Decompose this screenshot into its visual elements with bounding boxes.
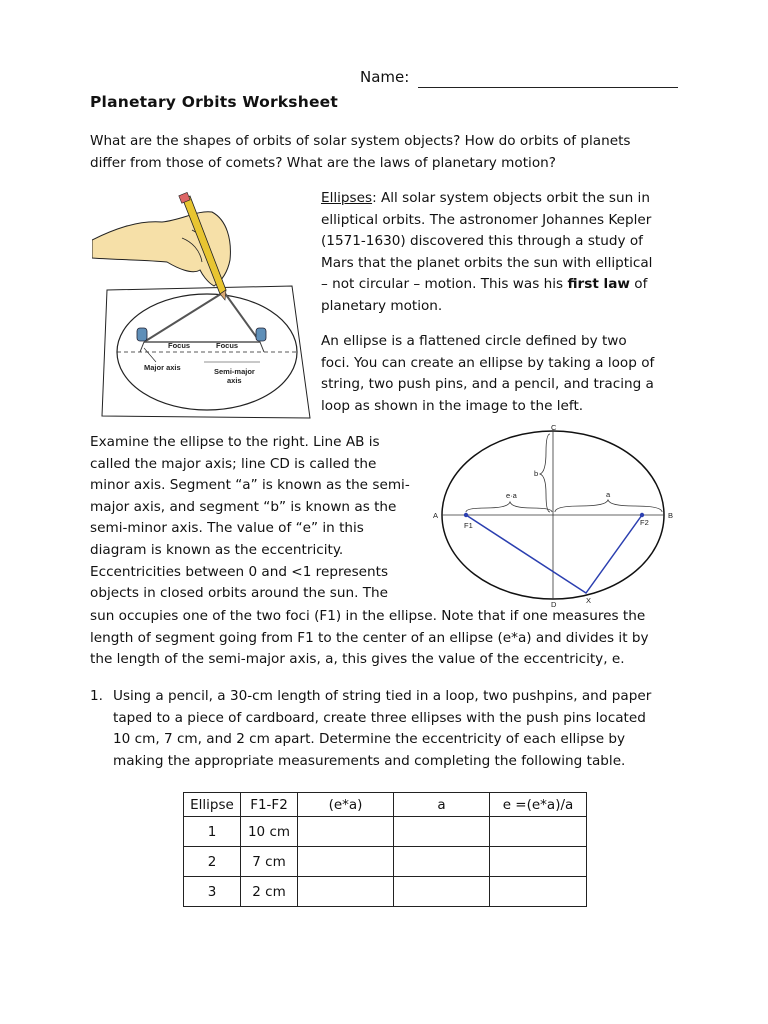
label-b-point: B xyxy=(668,511,674,520)
intro-line: What are the shapes of orbits of solar system objects? How do orbits of planets xyxy=(90,133,631,149)
name-input-line[interactable] xyxy=(418,87,678,88)
definition-line: An ellipse is a flattened circle defined by two xyxy=(321,333,627,349)
major-axis-label: Major axis xyxy=(144,363,181,372)
header-a: a xyxy=(394,793,490,817)
eccentricity-table xyxy=(183,792,587,907)
table-header-row xyxy=(184,793,587,817)
label-a-segment: a xyxy=(606,490,611,499)
focus-f1-point xyxy=(464,513,468,517)
semi-major-label-2: axis xyxy=(227,376,242,385)
a-brace xyxy=(555,500,662,512)
label-f2: F2 xyxy=(640,518,649,527)
cell-a[interactable] xyxy=(394,817,490,847)
definition-line: foci. You can create an ellipse by taking a loop of xyxy=(321,354,655,371)
sun-line: sun occupies one of the two foci (F1) in the ellipse. Note that if one measures the xyxy=(90,608,646,624)
cell-ellipse: 2 xyxy=(184,847,241,877)
ea-brace xyxy=(466,502,552,512)
ellipses-line-1 xyxy=(321,188,686,210)
table-row xyxy=(184,877,587,907)
ellipse-definition-paragraph xyxy=(321,331,686,417)
cell-ellipse: 1 xyxy=(184,817,241,847)
question-number: 1. xyxy=(90,688,103,704)
cell-f1-f2: 2 cm xyxy=(241,877,298,907)
label-x: X xyxy=(586,596,592,605)
question-line: Using a pencil, a 30-cm length of string tied in a loop, two pushpins, and paper xyxy=(113,688,652,704)
cell-e[interactable] xyxy=(490,847,587,877)
ellipses-line: elliptical orbits. The astronomer Johannes Kepler xyxy=(321,211,652,228)
ellipses-text: : All solar system objects orbit the sun in xyxy=(372,190,650,206)
label-a-point: A xyxy=(433,511,439,520)
ellipses-line: planetary motion. xyxy=(321,297,443,314)
cell-ea[interactable] xyxy=(298,817,394,847)
label-b-segment: b xyxy=(534,469,539,478)
header-ea: (e*a) xyxy=(298,793,394,817)
focal-distance-lines xyxy=(466,515,642,593)
label-f1: F1 xyxy=(464,521,473,530)
question-line: taped to a piece of cardboard, create three ellipses with the push pins located xyxy=(113,709,646,726)
sun-line: length of segment going from F1 to the center of an ellipse (e*a) and divides it by xyxy=(90,629,649,646)
intro-paragraph xyxy=(90,131,690,174)
cell-f1-f2: 10 cm xyxy=(241,817,298,847)
name-label: Name: xyxy=(360,68,410,86)
ellipses-text: – not circular – motion. This was his xyxy=(321,276,568,293)
header-e: e =(e*a)/a xyxy=(490,793,587,817)
examine-paragraph xyxy=(90,432,410,605)
examine-line: diagram is known as the eccentricity. xyxy=(90,541,344,558)
focus-f2-point xyxy=(640,513,644,517)
examine-line: Examine the ellipse to the right. Line AB is xyxy=(90,434,380,450)
ellipses-line: Mars that the planet orbits the sun with elliptical xyxy=(321,254,653,271)
cell-ellipse: 3 xyxy=(184,877,241,907)
question-line: 10 cm, 7 cm, and 2 cm apart. Determine the eccentricity of each ellipse by xyxy=(113,731,626,748)
header-f1-f2: F1-F2 xyxy=(241,793,298,817)
labeled-ellipse-diagram xyxy=(428,422,682,610)
cell-ea[interactable] xyxy=(298,877,394,907)
cell-ea[interactable] xyxy=(298,847,394,877)
ellipse-drawing-illustration xyxy=(92,190,314,422)
intro-line: differ from those of comets? What are the laws of planetary motion? xyxy=(90,154,556,171)
focus-right-label: Focus xyxy=(216,341,239,350)
cell-a[interactable] xyxy=(394,847,490,877)
semi-major-label-1: Semi-major xyxy=(214,367,255,376)
examine-line: semi-minor axis. The value of “e” in this xyxy=(90,520,364,537)
first-law-term: first law xyxy=(567,276,630,293)
sun-focus-paragraph xyxy=(90,606,690,671)
question-line: making the appropriate measurements and completing the following table. xyxy=(113,752,626,769)
examine-line: objects in closed orbits around the sun. The xyxy=(90,585,389,602)
ellipses-paragraph xyxy=(321,188,686,318)
examine-line: Eccentricities between 0 and <1 represents xyxy=(90,563,389,580)
cell-a[interactable] xyxy=(394,877,490,907)
label-d: D xyxy=(551,600,557,609)
page-title: Planetary Orbits Worksheet xyxy=(90,93,338,111)
cell-f1-f2: 7 cm xyxy=(241,847,298,877)
examine-line: minor axis. Segment “a” is known as the semi- xyxy=(90,477,410,494)
examine-line: major axis, and segment “b” is known as the xyxy=(90,498,397,515)
label-ea: e·a xyxy=(506,491,517,500)
table-row xyxy=(184,817,587,847)
header-ellipse: Ellipse xyxy=(184,793,241,817)
focus-left-label: Focus xyxy=(168,341,191,350)
b-brace xyxy=(540,434,550,512)
ellipses-line-5 xyxy=(321,274,686,296)
cell-e[interactable] xyxy=(490,817,587,847)
ellipses-heading: Ellipses xyxy=(321,190,373,206)
label-c: C xyxy=(551,423,557,432)
ellipses-text: of xyxy=(629,276,648,293)
table-row xyxy=(184,847,587,877)
question-body xyxy=(113,686,673,772)
sun-line: the length of the semi-major axis, a, this gives the value of the eccentricity, e. xyxy=(90,651,625,668)
ellipses-line: (1571-1630) discovered this through a study of xyxy=(321,233,643,250)
examine-line: called the major axis; line CD is called the xyxy=(90,455,377,472)
definition-line: loop as shown in the image to the left. xyxy=(321,397,584,414)
cell-e[interactable] xyxy=(490,877,587,907)
definition-line: string, two push pins, and a pencil, and tracing a xyxy=(321,376,654,393)
